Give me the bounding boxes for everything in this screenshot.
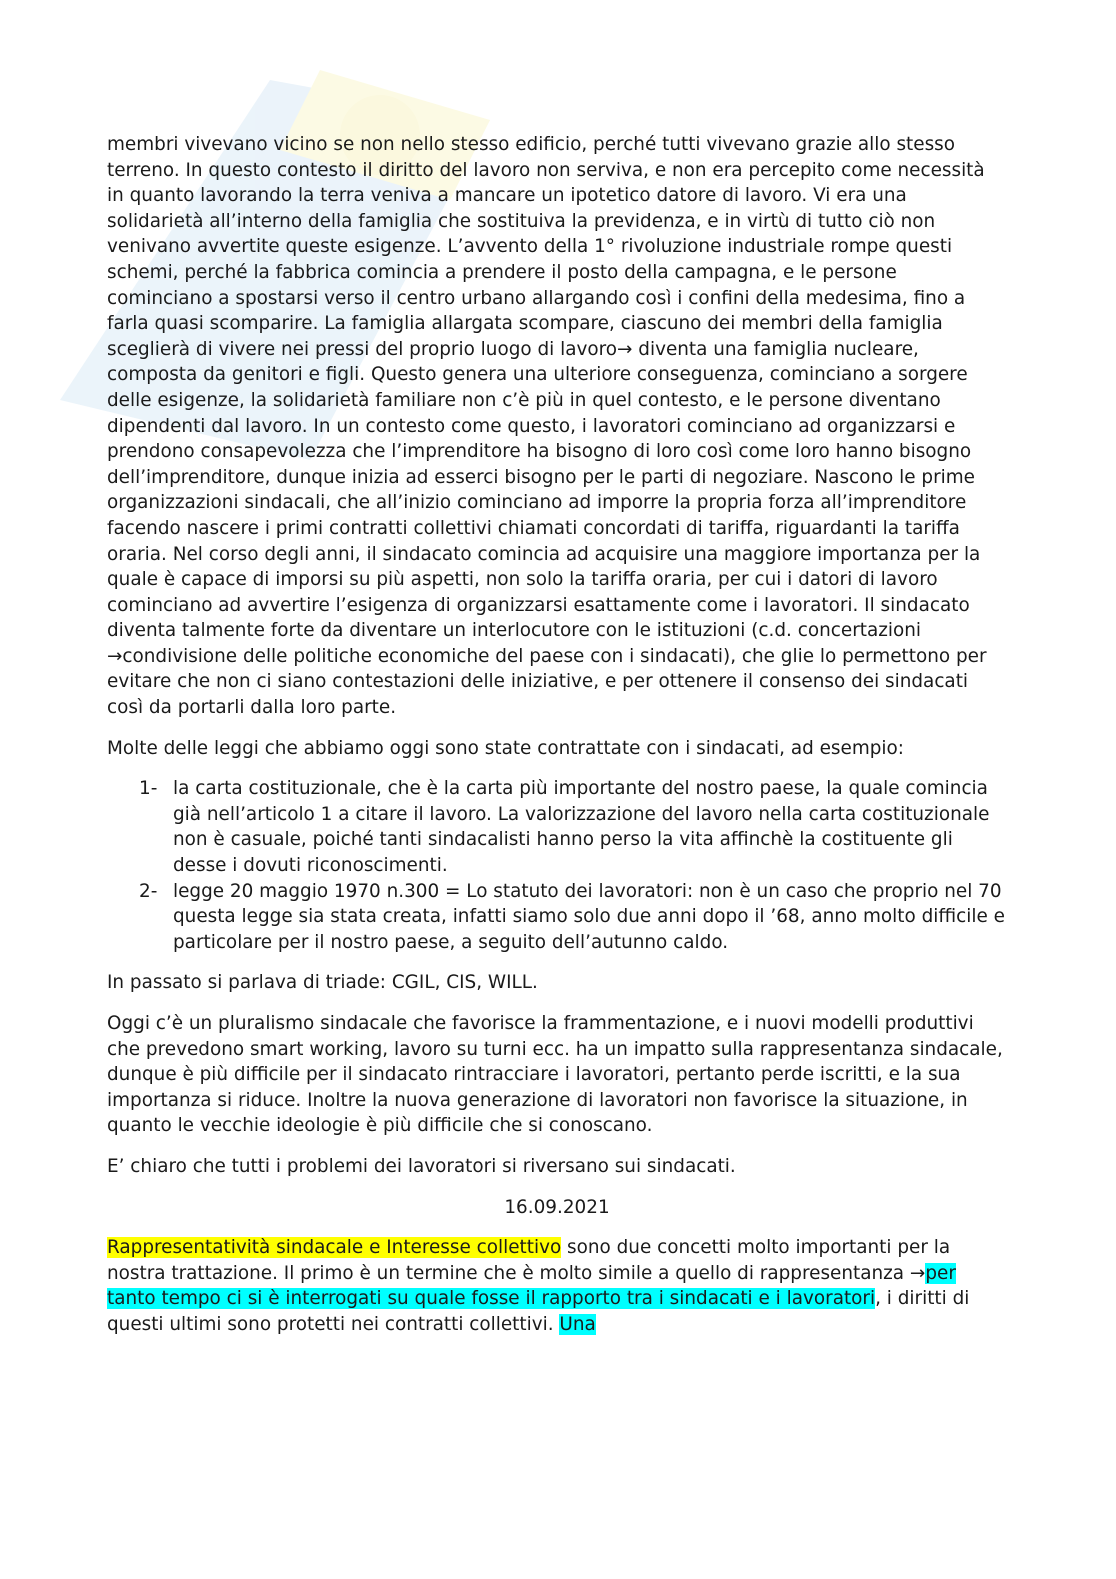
highlight-yellow-text: Rappresentatività sindacale e Interesse collettivo	[107, 1237, 562, 1259]
document-page	[107, 132, 1007, 1353]
paragraph-family-history: membri vivevano vicino se non nello stesso edificio, perché tutti vivevano grazie allo stesso terreno. In questo contesto il diritto del lavoro non serviva, e non era percepito come necessità in quanto lavorando la terra veniva a mancare un ipotetico datore di lavoro. Vi era una solidarietà all’interno della famiglia che sostituiva la previdenza, e in virtù di tutto ciò non venivano avvertite queste esigenze. L’avvento della 1° rivoluzione industriale rompe questi schemi, perché la fabbrica comincia a prendere il posto della campagna, e le persone cominciano a spostarsi verso il centro urbano allargando così i confini della medesima, fino a farla quasi scomparire. La famiglia allargata scompare, ciascuno dei membri della famiglia sceglierà di vivere nei pressi del proprio luogo di lavoro→ diventa una famiglia nucleare, composta da genitori e figli. Questo genera una ulteriore conseguenza, cominciano a sorgere delle esigenze, la solidarietà familiare non c’è più in quel contesto, e le persone diventano dipendenti dal lavoro. In un contesto come questo, i lavoratori cominciano ad organizzarsi e prendono consapevolezza che l’imprenditore ha bisogno di loro così come loro hanno bisogno dell’imprenditore, dunque inizia ad esserci bisogno per le parti di negoziare. Nascono le prime organizzazioni sindacali, che all’inizio cominciano ad imporre la propria forza all’imprenditore facendo nascere i primi contratti collettivi chiamati concordati di tariffa, riguardanti la tariffa oraria. Nel corso degli anni, il sindacato comincia ad acquisire una maggiore importanza per la quale è capace di imporsi su più aspetti, non solo la tariffa oraria, per cui i datori di lavoro cominciano ad avvertire l’esigenza di organizzarsi esattamente come i lavoratori. Il sindacato diventa talmente forte da diventare un interlocutore con le istituzioni (c.d. concertazioni →condivisione delle politiche economiche del paese con i sindacati), che glie lo permettono per evitare che non ci siano contestazioni delle iniziative, e per ottenere il consenso dei sindacati così da portarli dalla loro parte.	[107, 134, 987, 719]
laws-list	[107, 776, 1007, 955]
paragraph-triade: In passato si parlava di triade: CGIL, CIS, WILL.	[107, 972, 538, 994]
list-item	[107, 776, 1007, 878]
paragraph-problems: E’ chiaro che tutti i problemi dei lavoratori si riversano sui sindacati.	[107, 1155, 736, 1177]
paragraph-pluralism: Oggi c’è un pluralismo sindacale che favorisce la frammentazione, e i nuovi modelli produttivi che prevedono smart working, lavoro su turni ecc. ha un impatto sulla rappresentanza sindacale, dunque è più difficile per il sindacato rintracciare i lavoratori, pertanto perde iscritti, e la sua importanza si riduce. Inoltre la nuova generazione di lavoratori non favorisce la situazione, in quanto le vecchie ideologie è più difficile che si conoscano.	[107, 1013, 1003, 1137]
list-item-text: legge 20 maggio 1970 n.300 = Lo statuto dei lavoratori: non è un caso che proprio nel 70 questa legge sia stata creata, infatti siamo solo due anni dopo il ’68, anno molto difficile e particolare per il nostro paese, a seguito dell’autunno caldo.	[173, 880, 1005, 953]
paragraph-laws-intro: Molte delle leggi che abbiamo oggi sono state contrattate con i sindacati, ad esempio:	[107, 737, 904, 759]
paragraph-representativeness	[107, 1235, 1007, 1337]
list-item	[107, 879, 1007, 956]
list-item-number: 1-	[139, 778, 158, 800]
highlight-cyan-text-end: Una	[559, 1313, 596, 1335]
list-item-text: la carta costituzionale, che è la carta più importante del nostro paese, la quale comincia già nell’articolo 1 a citare il lavoro. La valorizzazione del lavoro nella carta costituzionale non è casuale, poiché tanti sindacalisti hanno perso la vita affinchè la costituente gli desse i dovuti riconoscimenti.	[173, 778, 990, 877]
list-item-number: 2-	[139, 880, 158, 902]
highlight-cyan-text: per tanto tempo ci si è interrogati su quale fosse il rapporto tra i sindacati e i lavoratori	[107, 1262, 956, 1310]
paragraph-text-b: , i diritti di questi ultimi sono protetti nei contratti collettivi.	[107, 1288, 970, 1335]
paragraph-text-a: sono due concetti molto importanti per la nostra trattazione. Il primo è un termine che è molto simile a quello di rappresentanza →	[107, 1237, 951, 1284]
section-date: 16.09.2021	[504, 1196, 610, 1218]
